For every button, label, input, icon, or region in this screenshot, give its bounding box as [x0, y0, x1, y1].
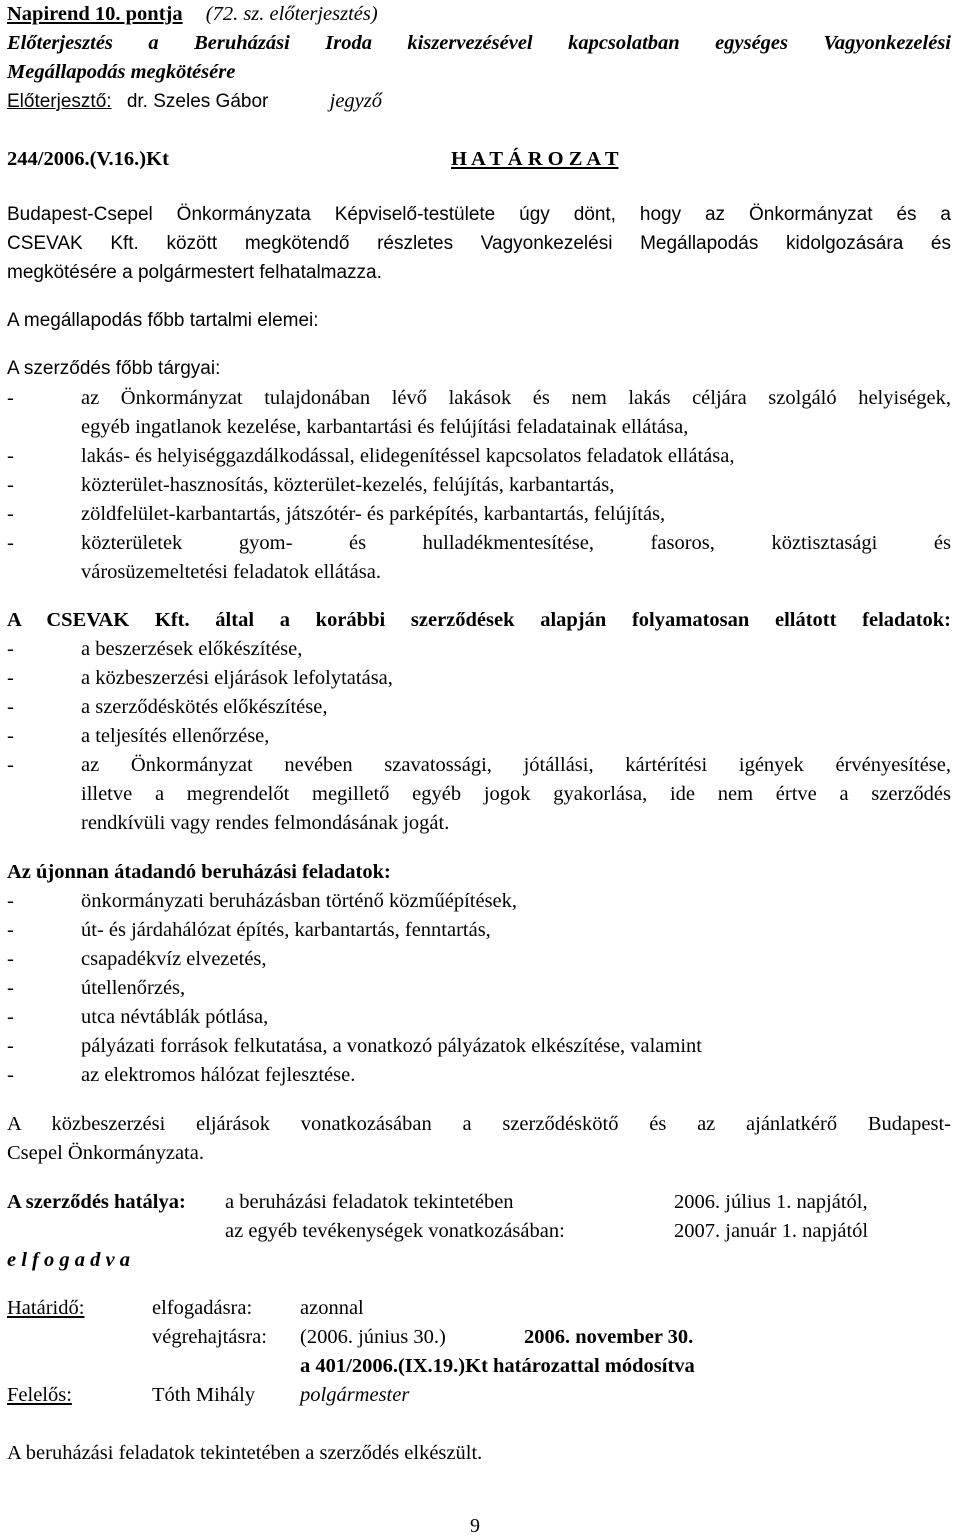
execution-old-date: (2006. június 30.): [300, 1326, 446, 1348]
bullet-dash: -: [7, 1035, 14, 1057]
responsible-role: polgármester: [300, 1384, 410, 1406]
list-item-text: rendkívüli vagy rendes felmondásának jogát.: [81, 812, 450, 834]
list-item-text: önkormányzati beruházásban történő közműépítések,: [81, 890, 518, 912]
execution-new-date: 2006. november 30.: [524, 1326, 694, 1348]
presenter-name: dr. Szeles Gábor: [126, 91, 269, 112]
list-item-text: zöldfelület-karbantartás, játszótér- és parképítés, karbantartás, felújítás,: [81, 503, 666, 525]
list-item-text: a beszerzések előkészítése,: [81, 638, 303, 660]
bullet-dash: -: [7, 638, 14, 660]
intro-line-1: Budapest-Csepel Önkormányzata Képviselő-testülete úgy dönt, hogy az Önkormányzat és a: [7, 204, 951, 225]
bullet-dash: -: [7, 474, 14, 496]
list-item-text: közterületek gyom- és hulladékmentesítése, fasoros, köztisztasági és: [81, 532, 951, 554]
presenter-line: [7, 87, 382, 116]
bullet-dash: -: [7, 1064, 14, 1086]
list-item-text: az Önkormányzat nevében szavatossági, jótállási, kártérítési igények érvényesítése,: [81, 754, 951, 776]
adopted-mark: e l f o g a d v a: [7, 1249, 130, 1271]
procurement-line-2: Csepel Önkormányzata.: [7, 1142, 204, 1164]
bullet-dash: -: [7, 977, 14, 999]
list-item-text: út- és járdahálózat építés, karbantartás, fenntartás,: [81, 919, 491, 941]
bullet-dash: -: [7, 667, 14, 689]
bullet-dash: -: [7, 890, 14, 912]
list-item-text: pályázati források felkutatása, a vonatkozó pályázatok elkészítése, valamint: [81, 1035, 702, 1057]
effect-label: A szerződés hatálya:: [7, 1191, 186, 1213]
presenter-role: jegyző: [329, 90, 383, 112]
resolution-heading: H A T Á R O Z A T: [451, 148, 619, 170]
bullet-dash: -: [7, 387, 14, 409]
acceptance-value: azonnal: [300, 1297, 364, 1319]
bullet-dash: -: [7, 503, 14, 525]
list-item-text: lakás- és helyiséggazdálkodással, elidegenítéssel kapcsolatos feladatok ellátása,: [81, 445, 735, 467]
list-item-text: útellenőrzés,: [81, 977, 186, 999]
effect-row2-text: az egyéb tevékenységek vonatkozásában:: [225, 1220, 565, 1242]
list-item-text: az elektromos hálózat fejlesztése.: [81, 1064, 356, 1086]
bullet-dash: -: [7, 948, 14, 970]
bullet-dash: -: [7, 919, 14, 941]
agenda-item: Napirend 10. pontja: [7, 3, 183, 25]
execution-label: végrehajtásra:: [152, 1326, 267, 1348]
list-item-text: a teljesítés ellenőrzése,: [81, 725, 270, 747]
responsible-name: Tóth Mihály: [152, 1384, 256, 1406]
responsible-label: Felelős:: [7, 1384, 72, 1406]
effect-row1-date: 2006. július 1. napjától,: [674, 1191, 868, 1213]
list-item-text: utca névtáblák pótlása,: [81, 1006, 269, 1028]
presenter-label: Előterjesztő:: [7, 91, 112, 112]
acceptance-label: elfogadásra:: [152, 1297, 253, 1319]
intro-line-2: CSEVAK Kft. között megkötendő részletes Vagyonkezelési Megállapodás kidolgozására és: [7, 233, 951, 254]
proposal-title-line2: Megállapodás megkötésére: [7, 61, 236, 83]
proposal-title-line1: Előterjesztés a Beruházási Iroda kiszervezésével kapcsolatban egységes Vagyonkezelési: [7, 32, 951, 54]
agenda-line: [7, 0, 378, 29]
closing-statement: A beruházási feladatok tekintetében a szerződés elkészült.: [7, 1442, 483, 1464]
bullet-dash: -: [7, 754, 14, 776]
section3-title: Az újonnan átadandó beruházási feladatok:: [7, 861, 391, 883]
list-item-text: csapadékvíz elvezetés,: [81, 948, 267, 970]
list-item-text: az Önkormányzat tulajdonában lévő lakások és nem lakás céljára szolgáló helyiségek,: [81, 387, 951, 409]
effect-row2-date: 2007. január 1. napjától: [674, 1220, 869, 1242]
bullet-dash: -: [7, 445, 14, 467]
list-item-text: a szerződéskötés előkészítése,: [81, 696, 328, 718]
list-item-text: illetve a megrendelőt megillető egyéb jogok gyakorlása, ide nem értve a szerződés: [81, 783, 951, 805]
section1-subtitle: A szerződés főbb tárgyai:: [7, 358, 221, 379]
effect-row1-text: a beruházási feladatok tekintetében: [225, 1191, 514, 1213]
bullet-dash: -: [7, 1006, 14, 1028]
section2-title: A CSEVAK Kft. által a korábbi szerződések alapján folyamatosan ellátott feladatok:: [7, 609, 951, 631]
bullet-dash: -: [7, 696, 14, 718]
bullet-dash: -: [7, 532, 14, 554]
list-item-text: egyéb ingatlanok kezelése, karbantartási és felújítási feladatainak ellátása,: [81, 416, 689, 438]
deadline-label: Határidő:: [7, 1297, 85, 1319]
modified-by-note: a 401/2006.(IX.19.)Kt határozattal módosítva: [300, 1355, 695, 1377]
list-item-text: városüzemeltetési feladatok ellátása.: [81, 561, 381, 583]
section1-title: A megállapodás főbb tartalmi elemei:: [7, 310, 319, 331]
list-item-text: a közbeszerzési eljárások lefolytatása,: [81, 667, 393, 689]
list-item-text: közterület-hasznosítás, közterület-kezelés, felújítás, karbantartás,: [81, 474, 615, 496]
page-number: 9: [470, 1515, 480, 1537]
resolution-number: 244/2006.(V.16.)Kt: [7, 148, 169, 170]
bullet-dash: -: [7, 725, 14, 747]
intro-line-3: megkötésére a polgármestert felhatalmazza.: [7, 262, 382, 283]
proposal-number: (72. sz. előterjesztés): [205, 3, 378, 25]
procurement-line-1: A közbeszerzési eljárások vonatkozásában a szerződéskötő és az ajánlatkérő Budapest-: [7, 1113, 951, 1135]
